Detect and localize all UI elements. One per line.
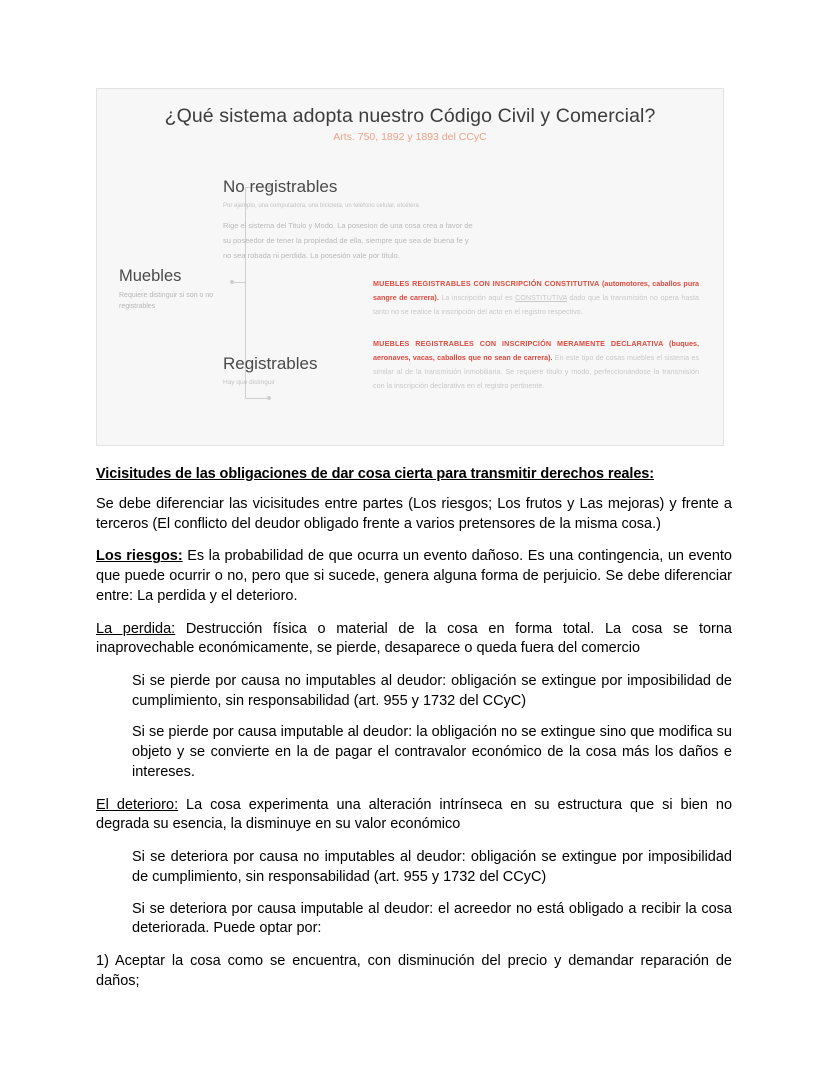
registrables-heading: Registrables [223, 354, 318, 373]
branch-registrables [223, 354, 383, 386]
infographic-subtitle: Arts. 750, 1892 y 1893 del CCyC [333, 131, 487, 143]
list-item [132, 848, 732, 887]
perdida-text: Destrucción física o material de la cosa en forma total. La cosa se torna inaprovechable económicamente, se pierde, desaparece o queda fuera del comercio [96, 620, 732, 657]
infographic-title: ¿Qué sistema adopta nuestro Código Civil y Comercial? [164, 105, 656, 127]
perdida-list [96, 672, 732, 783]
perdida-item-1: Si se pierde por causa imputable al deudor: la obligación no se extingue sino que modifica su objeto y se convierte en la de pagar el contravalor económico de la cosa más los daños e intereses. [132, 724, 732, 780]
connector-bottom [245, 398, 269, 399]
registrables-detail-group [373, 277, 699, 411]
list-item [132, 900, 732, 939]
deterioro-text: La cosa experimenta una alteración intrínseca en su estructura que si bien no degrada su esencia, la disminuye en su valor económico [96, 796, 733, 833]
list-item [132, 672, 732, 711]
branch-muebles [119, 267, 231, 312]
declarativa-body-a: En este tipo de cosas muebles el sistema es similar al de la transmisión inmobiliaria. Se requiere título y modo, perfeccionándose la transmisión con la inscripción declarativa en el registro pertinente. [373, 353, 699, 391]
constitutiva-caption: MUEBLES REGISTRABLES CON INSCRIPCIÓN CONSTITUTIVA [373, 279, 600, 288]
document-content [96, 88, 732, 991]
muebles-sublabel: Requiere distinguir si son o no registrables [119, 292, 214, 310]
constitutiva-block [373, 277, 699, 319]
declarativa-block [373, 337, 699, 393]
no-registrables-example: Por ejemplo, una computadora, una bicicleta, un teléfono celular, etcétera [223, 203, 419, 209]
riesgos-label: Los riesgos: [96, 548, 183, 565]
branch-no-registrables [223, 177, 473, 263]
no-registrables-body: Rige el sistema del Titulo y Modo. La posesion de una cosa crea a favor de su poseedor de tener la propiedad de ella, siempre que sea de buena fe y no sea robada ni perdida. La posesión vale por título. [223, 221, 473, 260]
perdida-label: La perdida: [96, 620, 176, 637]
connector-left [233, 282, 246, 283]
section-heading: Vicisitudes de las obligaciones de dar cosa cierta para transmitir derechos reales: [96, 466, 654, 482]
constitutiva-body-a: La inscripción aquí es [441, 293, 516, 303]
deterioro-item-0: Si se deteriora por causa no imputables al deudor: obligación se extingue por imposibilidad de cumplimiento, sin responsabilidad (art. 955 y 1732 del CCyC) [132, 849, 732, 885]
riesgos-text: Es la probabilidad de que ocurra un evento dañoso. Es una contingencia, un evento que puede ocurrir o no, pero que si sucede, genera alguna forma de perjuicio. Se debe diferenciar entre: La perdida y el deterioro. [96, 548, 732, 604]
deterioro-label: El deterioro: [96, 796, 179, 813]
constitutiva-lead: (automotores, caballos pura sangre de carrera). [373, 279, 699, 303]
constitutiva-body-b: dado que la transmisión no opera hasta tanto no se realice la inscripción del acto en el registro respectivo. [373, 293, 699, 317]
node-dot-bottom [267, 396, 271, 400]
riesgos-paragraph [96, 547, 732, 606]
perdida-item-0: Si se pierde por causa no imputables al deudor: obligación se extingue por imposibilidad de cumplimiento, sin responsabilidad (art. 955 y 1732 del CCyC) [132, 673, 732, 709]
muebles-label: Muebles [119, 267, 182, 285]
deterioro-list [96, 848, 732, 939]
intro-paragraph: Se debe diferenciar las vicisitudes entre partes (Los riesgos; Los frutos y Las mejoras) y frente a terceros (El conflicto del deudor obligado frente a varios pretensores de la misma cosa.) [96, 496, 732, 532]
constitutiva-body-underline: CONSTITUTIVA [515, 293, 567, 303]
perdida-paragraph [96, 620, 732, 659]
no-registrables-heading: No registrables [223, 177, 338, 196]
infographic-card [96, 88, 724, 446]
option-one-paragraph: 1) Aceptar la cosa como se encuentra, con disminución del precio y demandar reparación de daños; [96, 952, 732, 989]
declarativa-lead: (buques, aeronaves, vacas, caballos que no sean de carrera). [373, 339, 699, 363]
list-item [132, 723, 732, 782]
registrables-example: Hay que distinguir [223, 379, 276, 386]
deterioro-paragraph [96, 796, 732, 835]
declarativa-caption: MUEBLES REGISTRABLES CON INSCRIPCIÓN MERAMENTE DECLARATIVA [373, 339, 664, 349]
deterioro-item-1: Si se deteriora por causa imputable al deudor: el acreedor no está obligado a recibir la cosa deteriorada. Puede optar por: [132, 900, 732, 937]
